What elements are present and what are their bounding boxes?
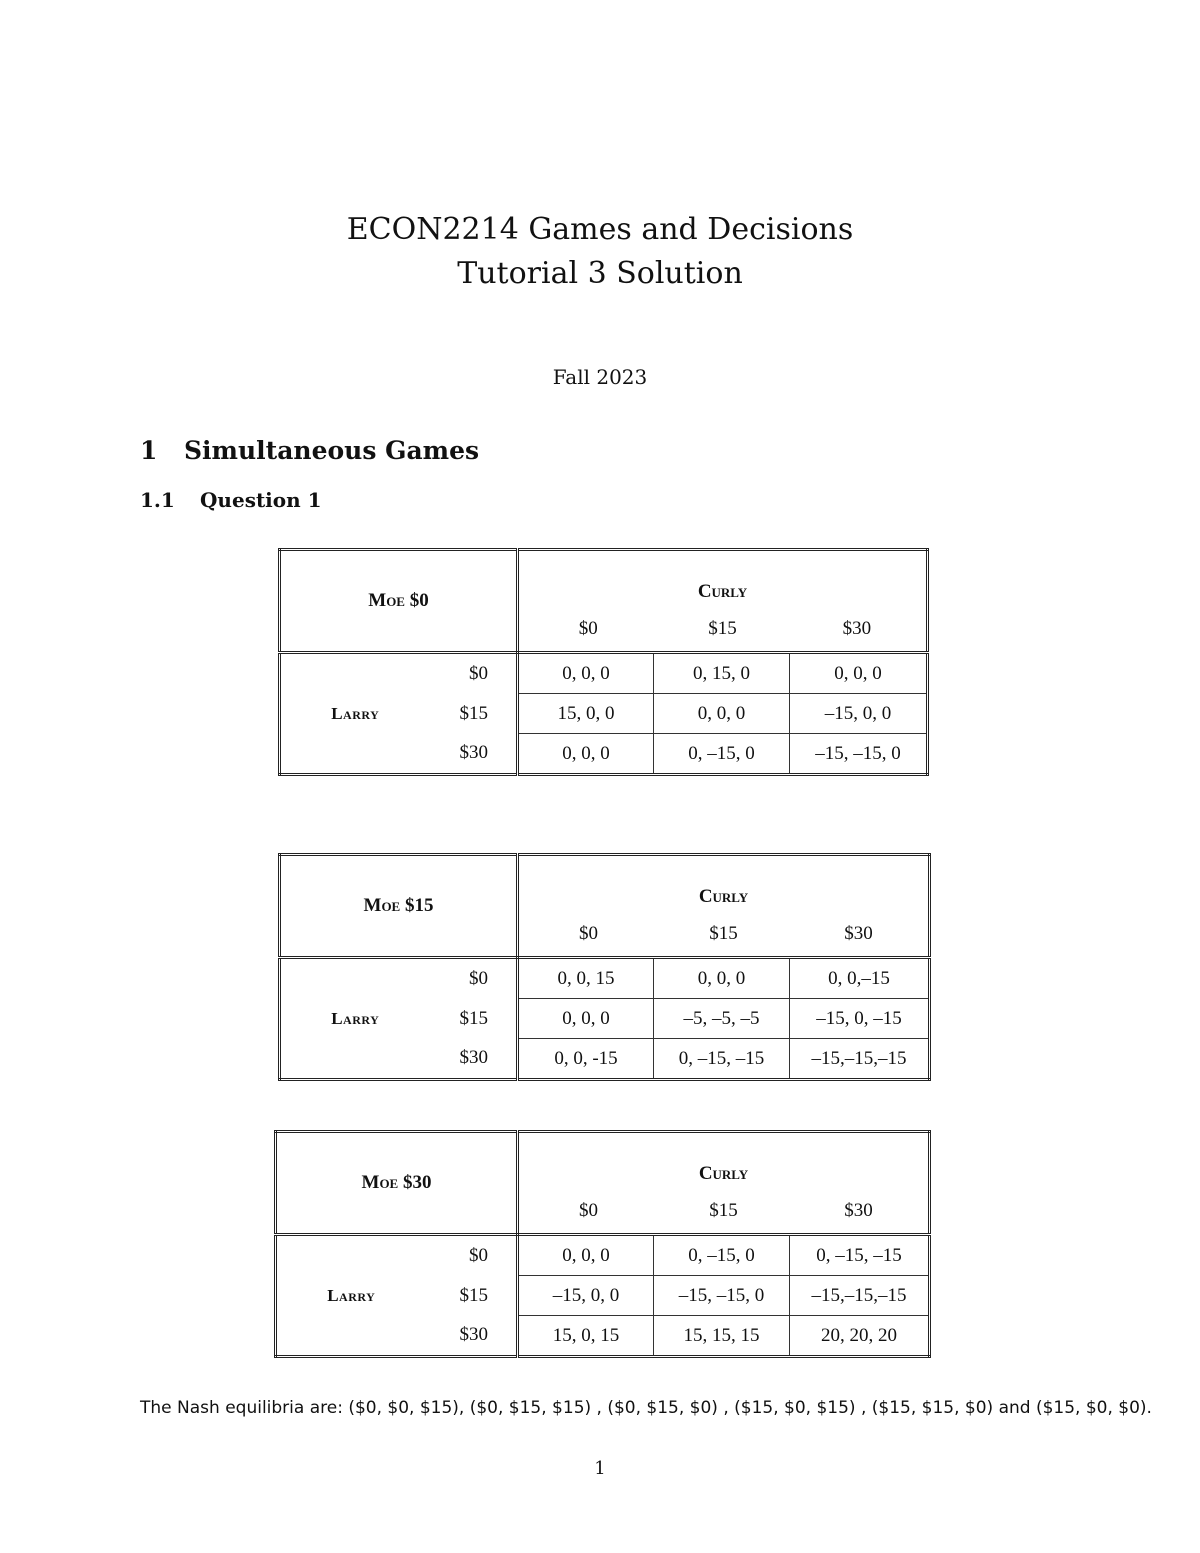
payoff-cell: 0, 0, 0 (654, 958, 790, 999)
row-header: $30 (430, 734, 518, 775)
row-header: $15 (430, 999, 518, 1039)
payoff-cell: –15, 0, –15 (790, 999, 930, 1039)
curly-label: Curly (518, 550, 928, 608)
payoff-cell: –15, 0, 0 (790, 694, 928, 734)
row-header: $0 (426, 1235, 518, 1276)
column-header: $15 (708, 618, 737, 639)
curly-label: Curly (518, 1132, 930, 1190)
payoff-cell: 20, 20, 20 (790, 1316, 930, 1357)
column-header: $30 (844, 1200, 873, 1221)
column-header: $0 (578, 618, 598, 639)
payoff-cell: –15,–15,–15 (790, 1039, 930, 1080)
document-subtitle: Tutorial 3 Solution (457, 256, 743, 291)
row-header: $0 (430, 653, 518, 694)
payoff-table-moe-30 (274, 1130, 931, 1358)
column-header: $0 (579, 1200, 599, 1221)
payoff-cell: –15,–15,–15 (790, 1276, 930, 1316)
title-block (0, 208, 1200, 296)
payoff-cell: 0, 0, 0 (790, 653, 928, 694)
payoff-table-moe-15 (278, 853, 931, 1081)
payoff-cell: 0, 0, 0 (518, 653, 654, 694)
moe-label: Moe $0 (280, 550, 518, 653)
subsection-title: Question 1 (200, 488, 322, 512)
moe-label: Moe $30 (276, 1132, 518, 1235)
column-headers (518, 1189, 930, 1235)
payoff-cell: 15, 0, 15 (518, 1316, 654, 1357)
row-header: $0 (430, 958, 518, 999)
nash-equilibria-text: The Nash equilibria are: ($0, $0, $15), ($0, $15, $15) , ($0, $15, $0) , ($15, $0, $15) , ($15, $15, $0) and ($15, $0, $0). (140, 1398, 1152, 1418)
larry-label: Larry (276, 1235, 426, 1357)
larry-label: Larry (280, 653, 430, 775)
table-row (280, 653, 928, 694)
row-header: $15 (430, 694, 518, 734)
payoff-cell: 0, 15, 0 (654, 653, 790, 694)
payoff-cell: 0, –15, –15 (654, 1039, 790, 1080)
payoff-cell: 0, 0, -15 (518, 1039, 654, 1080)
table-row (276, 1235, 930, 1276)
page-number: 1 (594, 1458, 606, 1479)
column-header: $15 (709, 923, 738, 944)
document-date: Fall 2023 (552, 365, 648, 389)
curly-label: Curly (518, 855, 930, 913)
payoff-cell: 15, 15, 15 (654, 1316, 790, 1357)
section-title: Simultaneous Games (184, 436, 480, 465)
payoff-cell: 0, 0, 0 (518, 999, 654, 1039)
column-headers (518, 607, 928, 653)
column-headers (518, 912, 930, 958)
column-header: $15 (709, 1200, 738, 1221)
payoff-cell: 15, 0, 0 (518, 694, 654, 734)
section-heading (140, 436, 479, 465)
document-title: ECON2214 Games and Decisions (346, 212, 854, 247)
payoff-cell: 0, –15, 0 (654, 1235, 790, 1276)
column-header: $30 (842, 618, 872, 639)
payoff-cell: 0, 0, 0 (518, 734, 654, 775)
payoff-cell: –15, 0, 0 (518, 1276, 654, 1316)
payoff-cell: 0, 0, 0 (654, 694, 790, 734)
row-header: $15 (426, 1276, 518, 1316)
payoff-cell: –15, –15, 0 (654, 1276, 790, 1316)
row-header: $30 (426, 1316, 518, 1357)
subsection-heading (140, 488, 322, 512)
payoff-cell: –15, –15, 0 (790, 734, 928, 775)
table-row (280, 958, 930, 999)
column-header: $30 (844, 923, 873, 944)
moe-label: Moe $15 (280, 855, 518, 958)
payoff-table-moe-0 (278, 548, 929, 776)
row-header: $30 (430, 1039, 518, 1080)
payoff-cell: 0, 0, 0 (518, 1235, 654, 1276)
section-number: 1 (140, 436, 158, 465)
column-header: $0 (579, 923, 599, 944)
payoff-cell: 0, 0, 15 (518, 958, 654, 999)
payoff-cell: –5, –5, –5 (654, 999, 790, 1039)
payoff-cell: 0, –15, –15 (790, 1235, 930, 1276)
payoff-cell: 0, 0,–15 (790, 958, 930, 999)
larry-label: Larry (280, 958, 430, 1080)
subsection-number: 1.1 (140, 488, 175, 512)
payoff-cell: 0, –15, 0 (654, 734, 790, 775)
